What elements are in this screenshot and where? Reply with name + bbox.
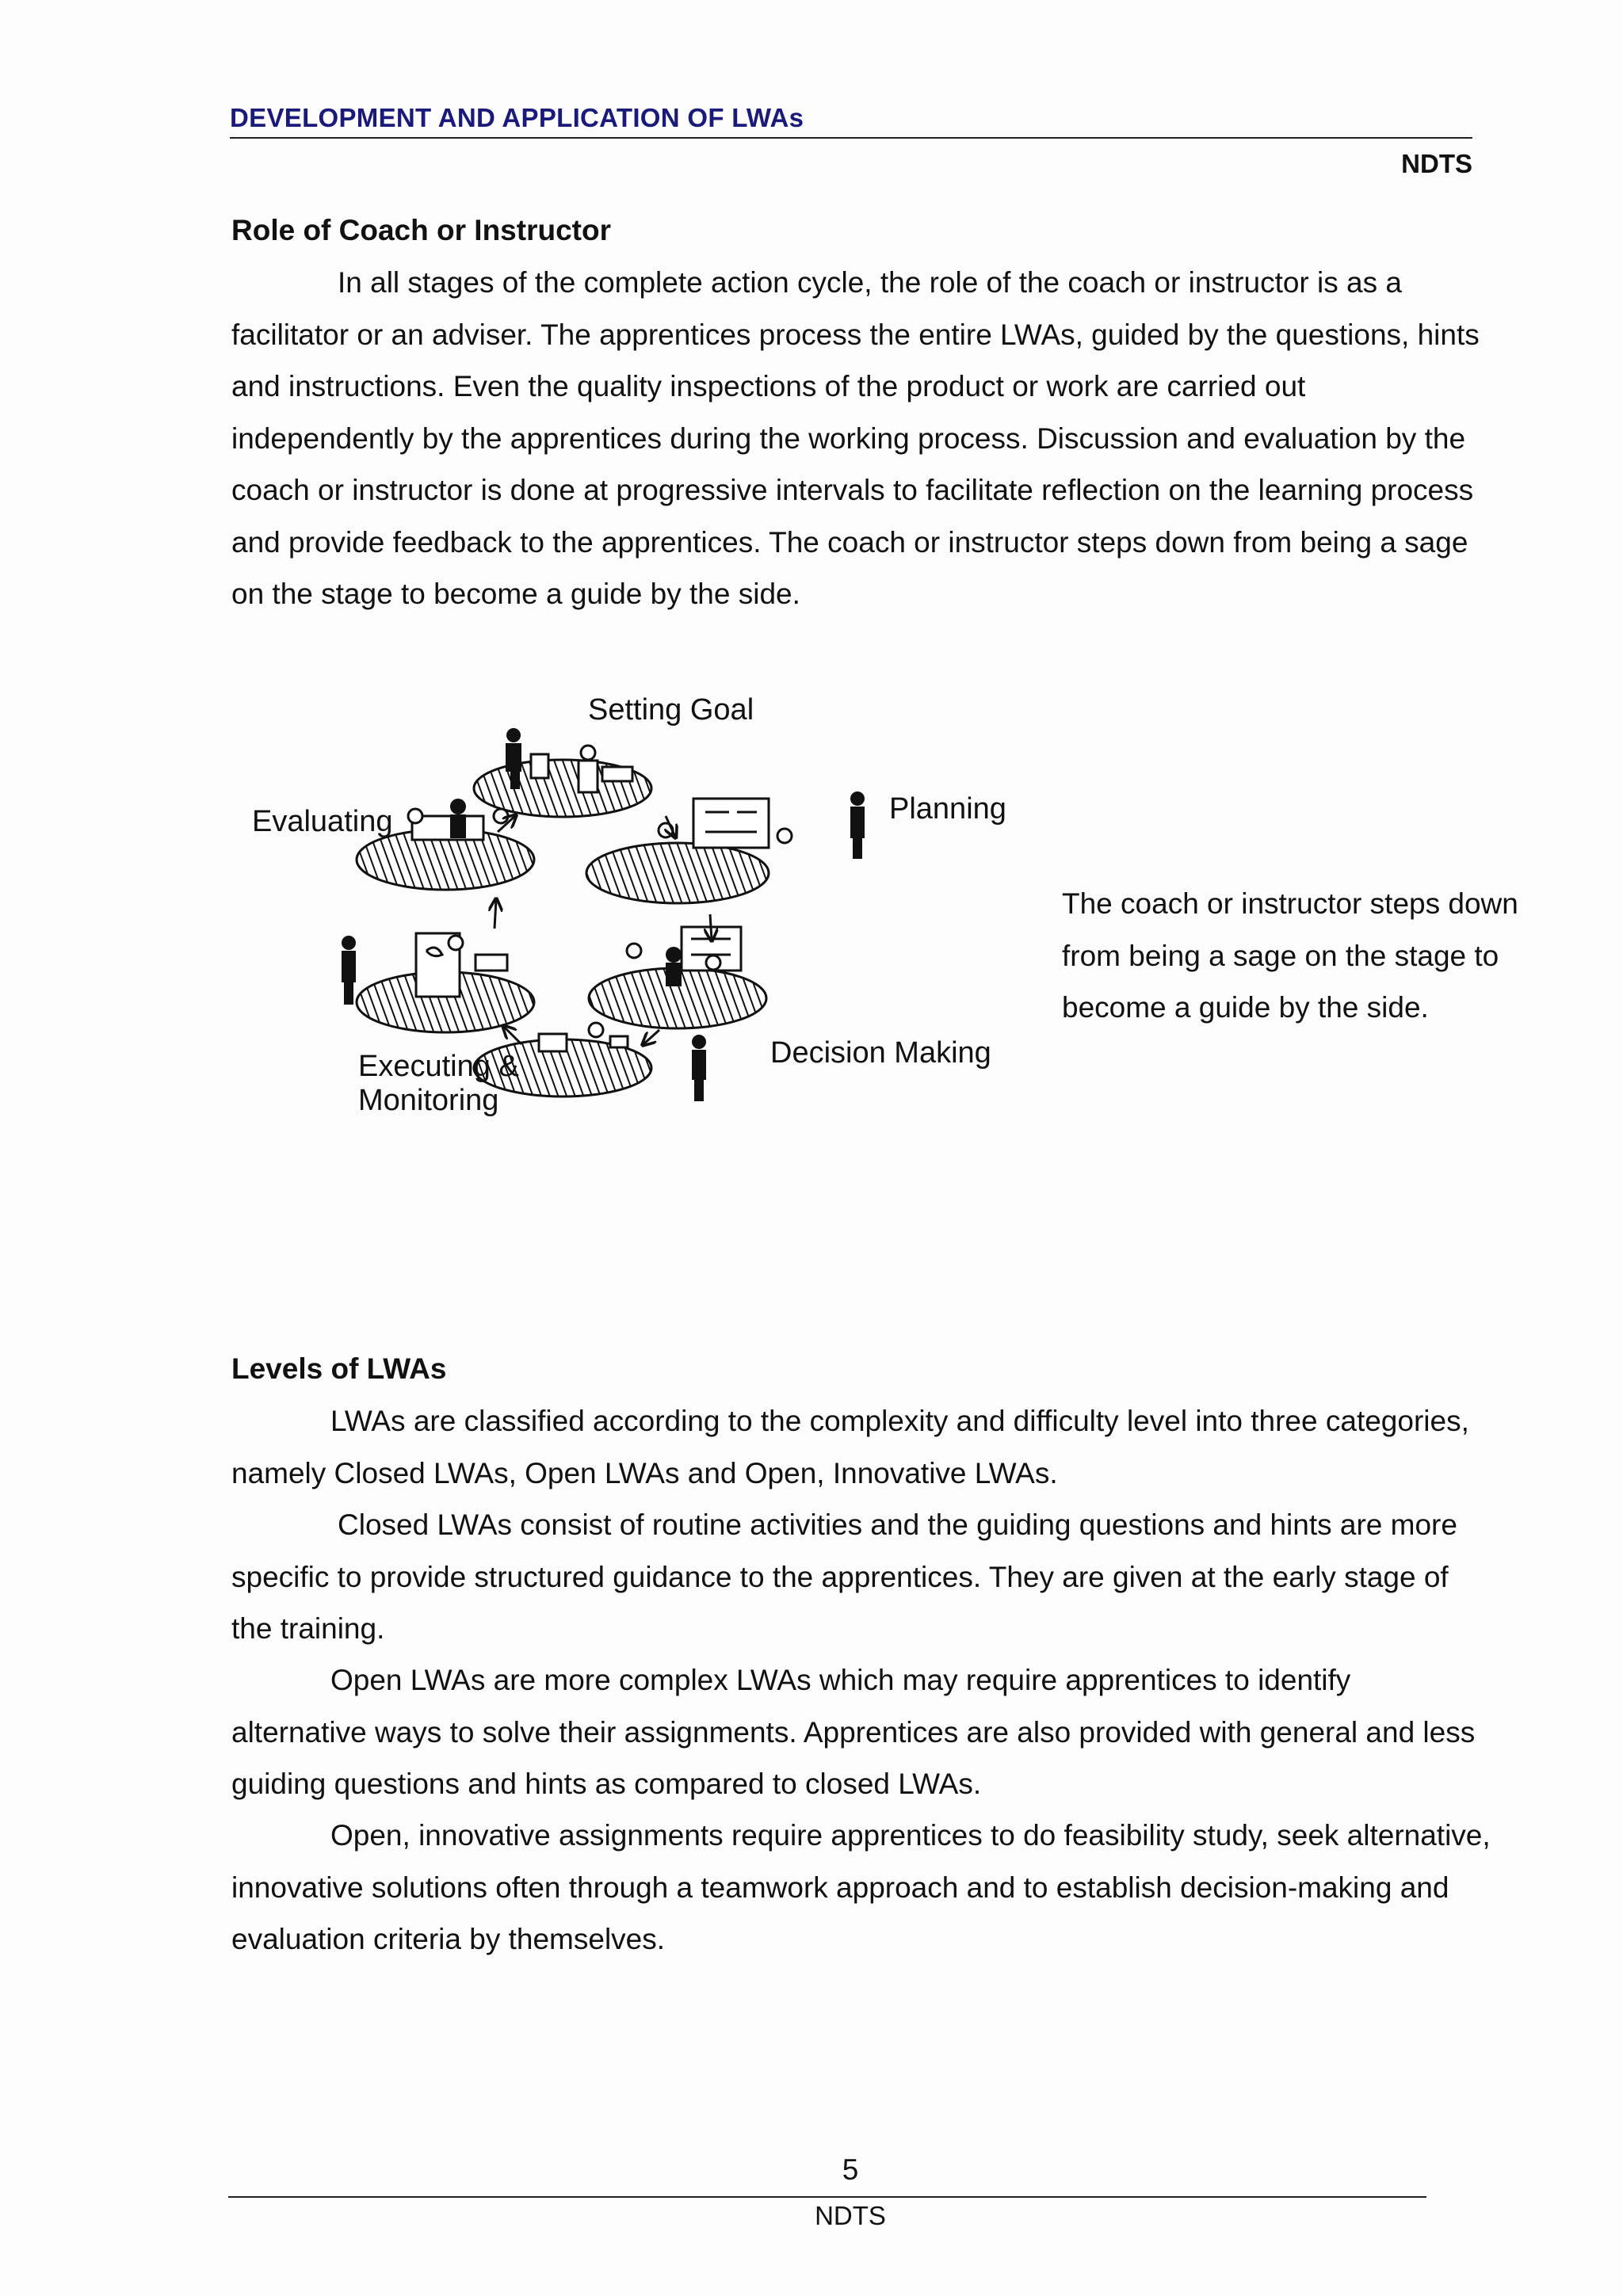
arrow-planning-to-decision [710, 914, 712, 940]
section-heading-role-of-coach: Role of Coach or Instructor [231, 214, 611, 246]
label-executing: Executing & [358, 1050, 519, 1083]
arrow-monitoring-to-executing [504, 1027, 521, 1044]
planning-stage [586, 799, 792, 903]
paragraph-closed-lwas: Closed LWAs consist of routine activities and the guiding questions and hints are more specific to provide structured guidance to the apprentices. They are given at the early stage of the training. [231, 1508, 1457, 1645]
setting-goal-stage [474, 746, 651, 817]
header-rule [230, 137, 1472, 139]
arrow-decision-to-monitoring [643, 1030, 659, 1044]
label-decision-making: Decision Making [770, 1036, 991, 1070]
figure-side-text: The coach or instructor steps down from being a sage on the stage to become a guide by the side. [1062, 887, 1518, 1024]
label-evaluating: Evaluating [252, 805, 393, 838]
paragraph-role-of-coach: In all stages of the complete action cycle, the role of the coach or instructor is as a facilitator or an adviser. The apprentices process the entire LWAs, guided by the questions, hints and instructions. Even the quality inspections of the product or work are carried out independently by the apprentices during the working process. Discussion and evaluation by the coach or instructor is done at progressive intervals to facilitate reflection on the learning process and provide feedback to the apprentices. The coach or instructor steps down from being a sage on the stage to become a guide by the side. [231, 266, 1480, 610]
coach-figure-bottom [692, 1035, 706, 1101]
paragraph-open-lwas: Open LWAs are more complex LWAs which may require apprentices to identify alternative ways to solve their assignments. Apprentices are also provided with general and less guiding questions and hints as compared to closed LWAs. [231, 1664, 1476, 1800]
footer-org: NDTS [815, 2201, 886, 2230]
running-header-title: DEVELOPMENT AND APPLICATION OF LWAs [230, 103, 804, 132]
coach-figure-right-upper [850, 791, 865, 859]
label-setting-goal: Setting Goal [588, 693, 754, 727]
arrow-executing-to-evaluating [495, 900, 496, 929]
paragraph-levels-intro: LWAs are classified according to the complexity and difficulty level into three categories, namely Closed LWAs, Open LWAs and Open, Innovative LWAs. [231, 1405, 1469, 1489]
executing-stage [357, 933, 534, 1032]
footer-rule [228, 2196, 1426, 2198]
running-header-org: NDTS [1401, 149, 1472, 178]
coach-figure-left-lower [342, 936, 356, 1005]
label-planning: Planning [889, 792, 1006, 826]
section-heading-levels-of-lwas: Levels of LWAs [231, 1352, 447, 1385]
label-monitoring: Monitoring [358, 1084, 499, 1117]
paragraph-open-innovative-lwas: Open, innovative assignments require apprentices to do feasibility study, seek alternative, innovative solutions often through a teamwork approach and to establish decision-making and evaluation criteria by themselves. [231, 1819, 1491, 1955]
decision-making-stage [589, 927, 766, 1028]
page-number: 5 [842, 2153, 859, 2186]
